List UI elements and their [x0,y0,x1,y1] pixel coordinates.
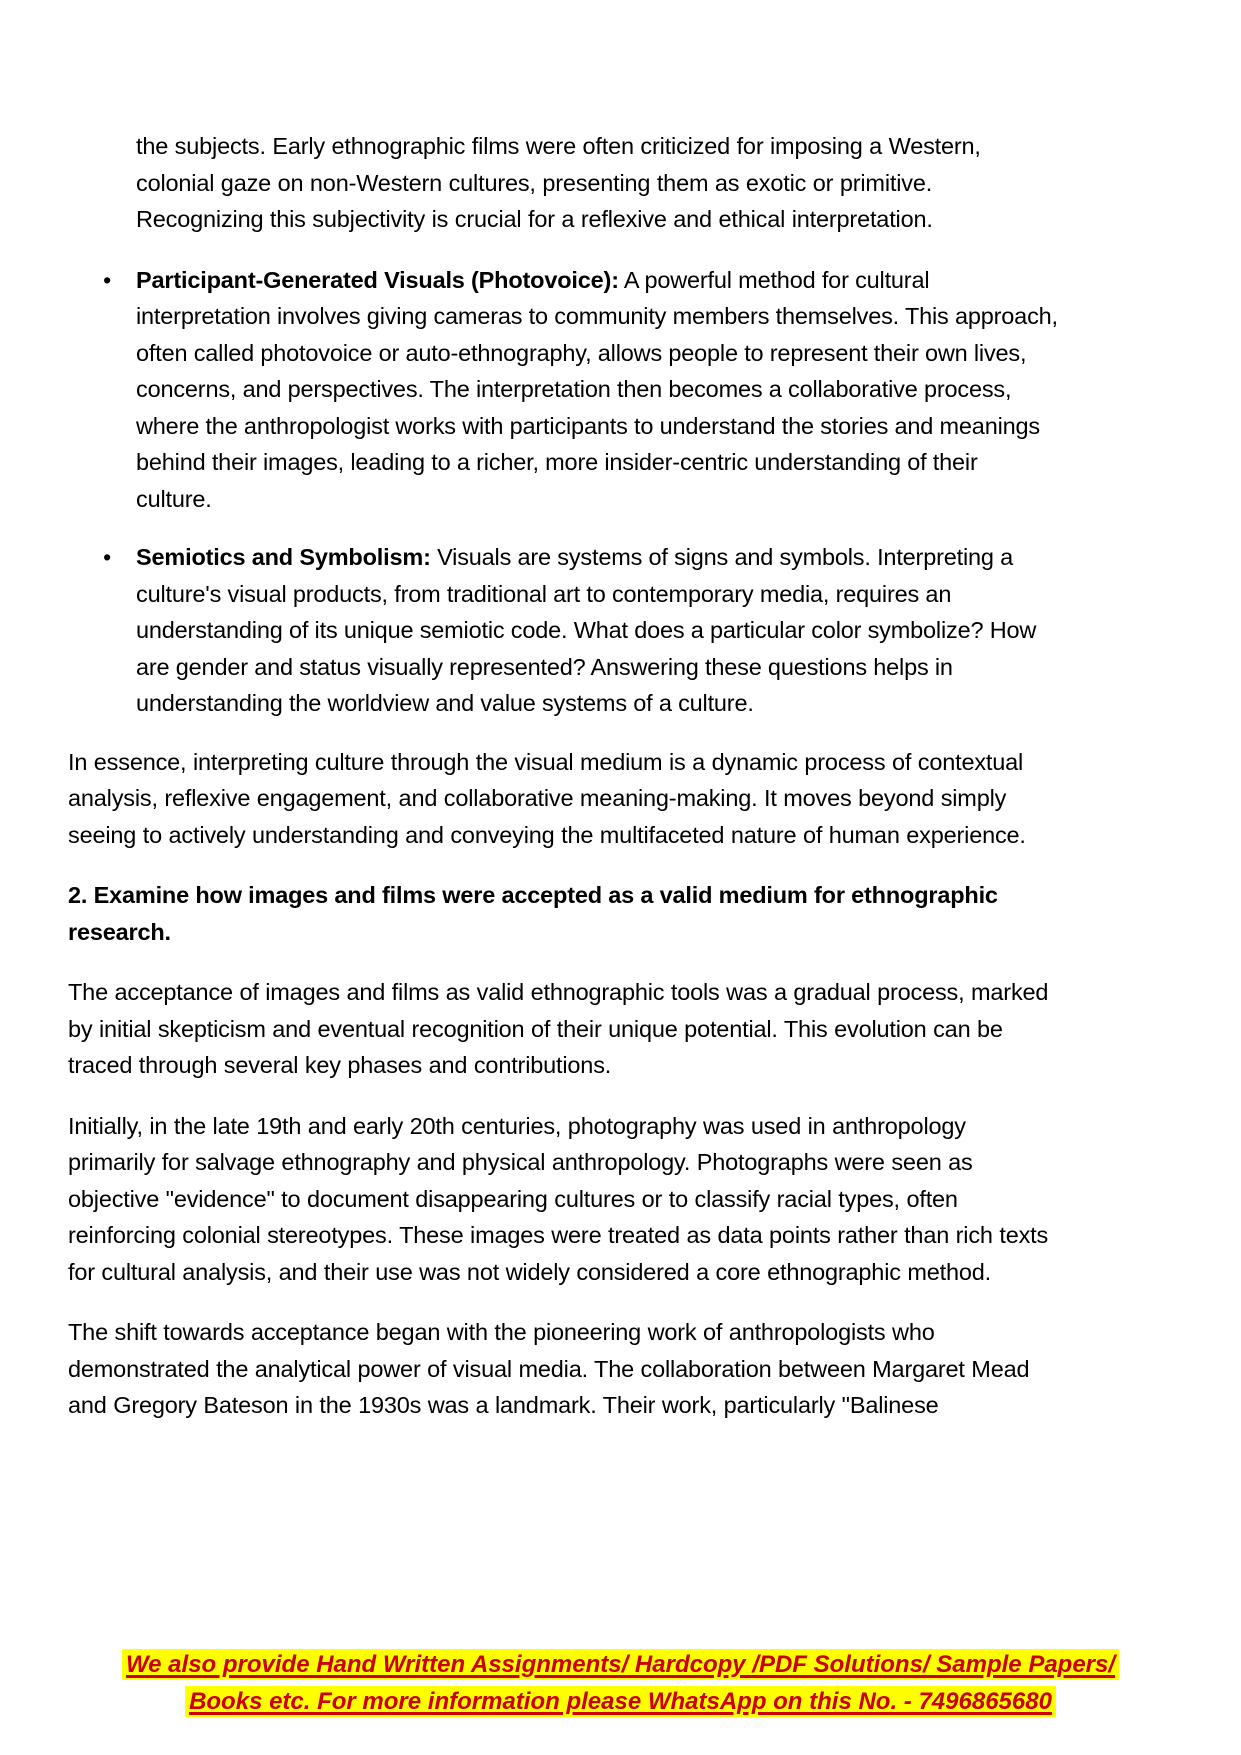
promo-banner [0,1646,1241,1720]
promo-line-2 [0,1683,1241,1720]
promo-line-1 [0,1646,1241,1683]
list-item-body: A powerful method for cultural interpretation involves giving cameras to community members themselves. This approach, often called photovoice or auto-ethnography, allows people to represent their own lives, concerns, and perspectives. The interpretation then becomes a collaborative process, where the anthropologist works with participants to understand the stories and meanings behind their images, leading to a richer, more insider-centric understanding of their culture. [136,266,1058,512]
document-body [68,128,1058,1448]
list-item-body: Visuals are systems of signs and symbols. Interpreting a culture's visual products, from traditional art to contemporary media, requires an understanding of its unique semiotic code. What does a particular color symbolize? How are gender and status visually represented? Answering these questions helps in understanding the worldview and value systems of a culture. [136,544,1037,716]
promo-line-2-text: Books etc. For more information please WhatsApp on this No. - 7496865680 [185,1686,1056,1717]
question-heading: 2. Examine how images and films were accepted as a valid medium for ethnographic research. [68,882,998,945]
list-item-lead: Semiotics and Symbolism: [136,544,431,570]
continued-paragraph: the subjects. Early ethnographic films were often criticized for imposing a Western, colonial gaze on non-Western cultures, presenting them as exotic or primitive. Recognizing this subjectivity is crucial for a reflexive and ethical interpretation. [136,133,981,232]
bullet-list [68,262,1058,722]
list-item [68,262,1058,518]
answer-paragraph-1: The acceptance of images and films as valid ethnographic tools was a gradual process, marked by initial skepticism and eventual recognition of their unique potential. This evolution can be traced through several key phases and contributions. [68,979,1049,1078]
list-item-lead: Participant-Generated Visuals (Photovoice): [136,266,619,293]
bullet-dot-icon: • [103,544,111,570]
list-item [68,539,1058,722]
answer-paragraph-2: Initially, in the late 19th and early 20th centuries, photography was used in anthropology primarily for salvage ethnography and physical anthropology. Photographs were seen as objective "evidence" to document disappearing cultures or to classify racial types, often reinforcing colonial stereotypes. These images were treated as data points rather than rich texts for cultural analysis, and their use was not widely considered a core ethnographic method. [68,1112,1049,1285]
summary-paragraph: In essence, interpreting culture through the visual medium is a dynamic process of contextual analysis, reflexive engagement, and collaborative meaning-making. It moves beyond simply seeing to actively understanding and conveying the multifaceted nature of human experience. [68,748,1026,848]
answer-paragraph-3: The shift towards acceptance began with the pioneering work of anthropologists who demonstrated the analytical power of visual media. The collaboration between Margaret Mead and Gregory Bateson in the 1930s was a landmark. Their work, particularly "Balinese [68,1319,1030,1418]
promo-line-1-text: We also provide Hand Written Assignments/ Hardcopy /PDF Solutions/ Sample Papers/ [122,1649,1119,1680]
bullet-dot-icon: • [103,266,111,293]
